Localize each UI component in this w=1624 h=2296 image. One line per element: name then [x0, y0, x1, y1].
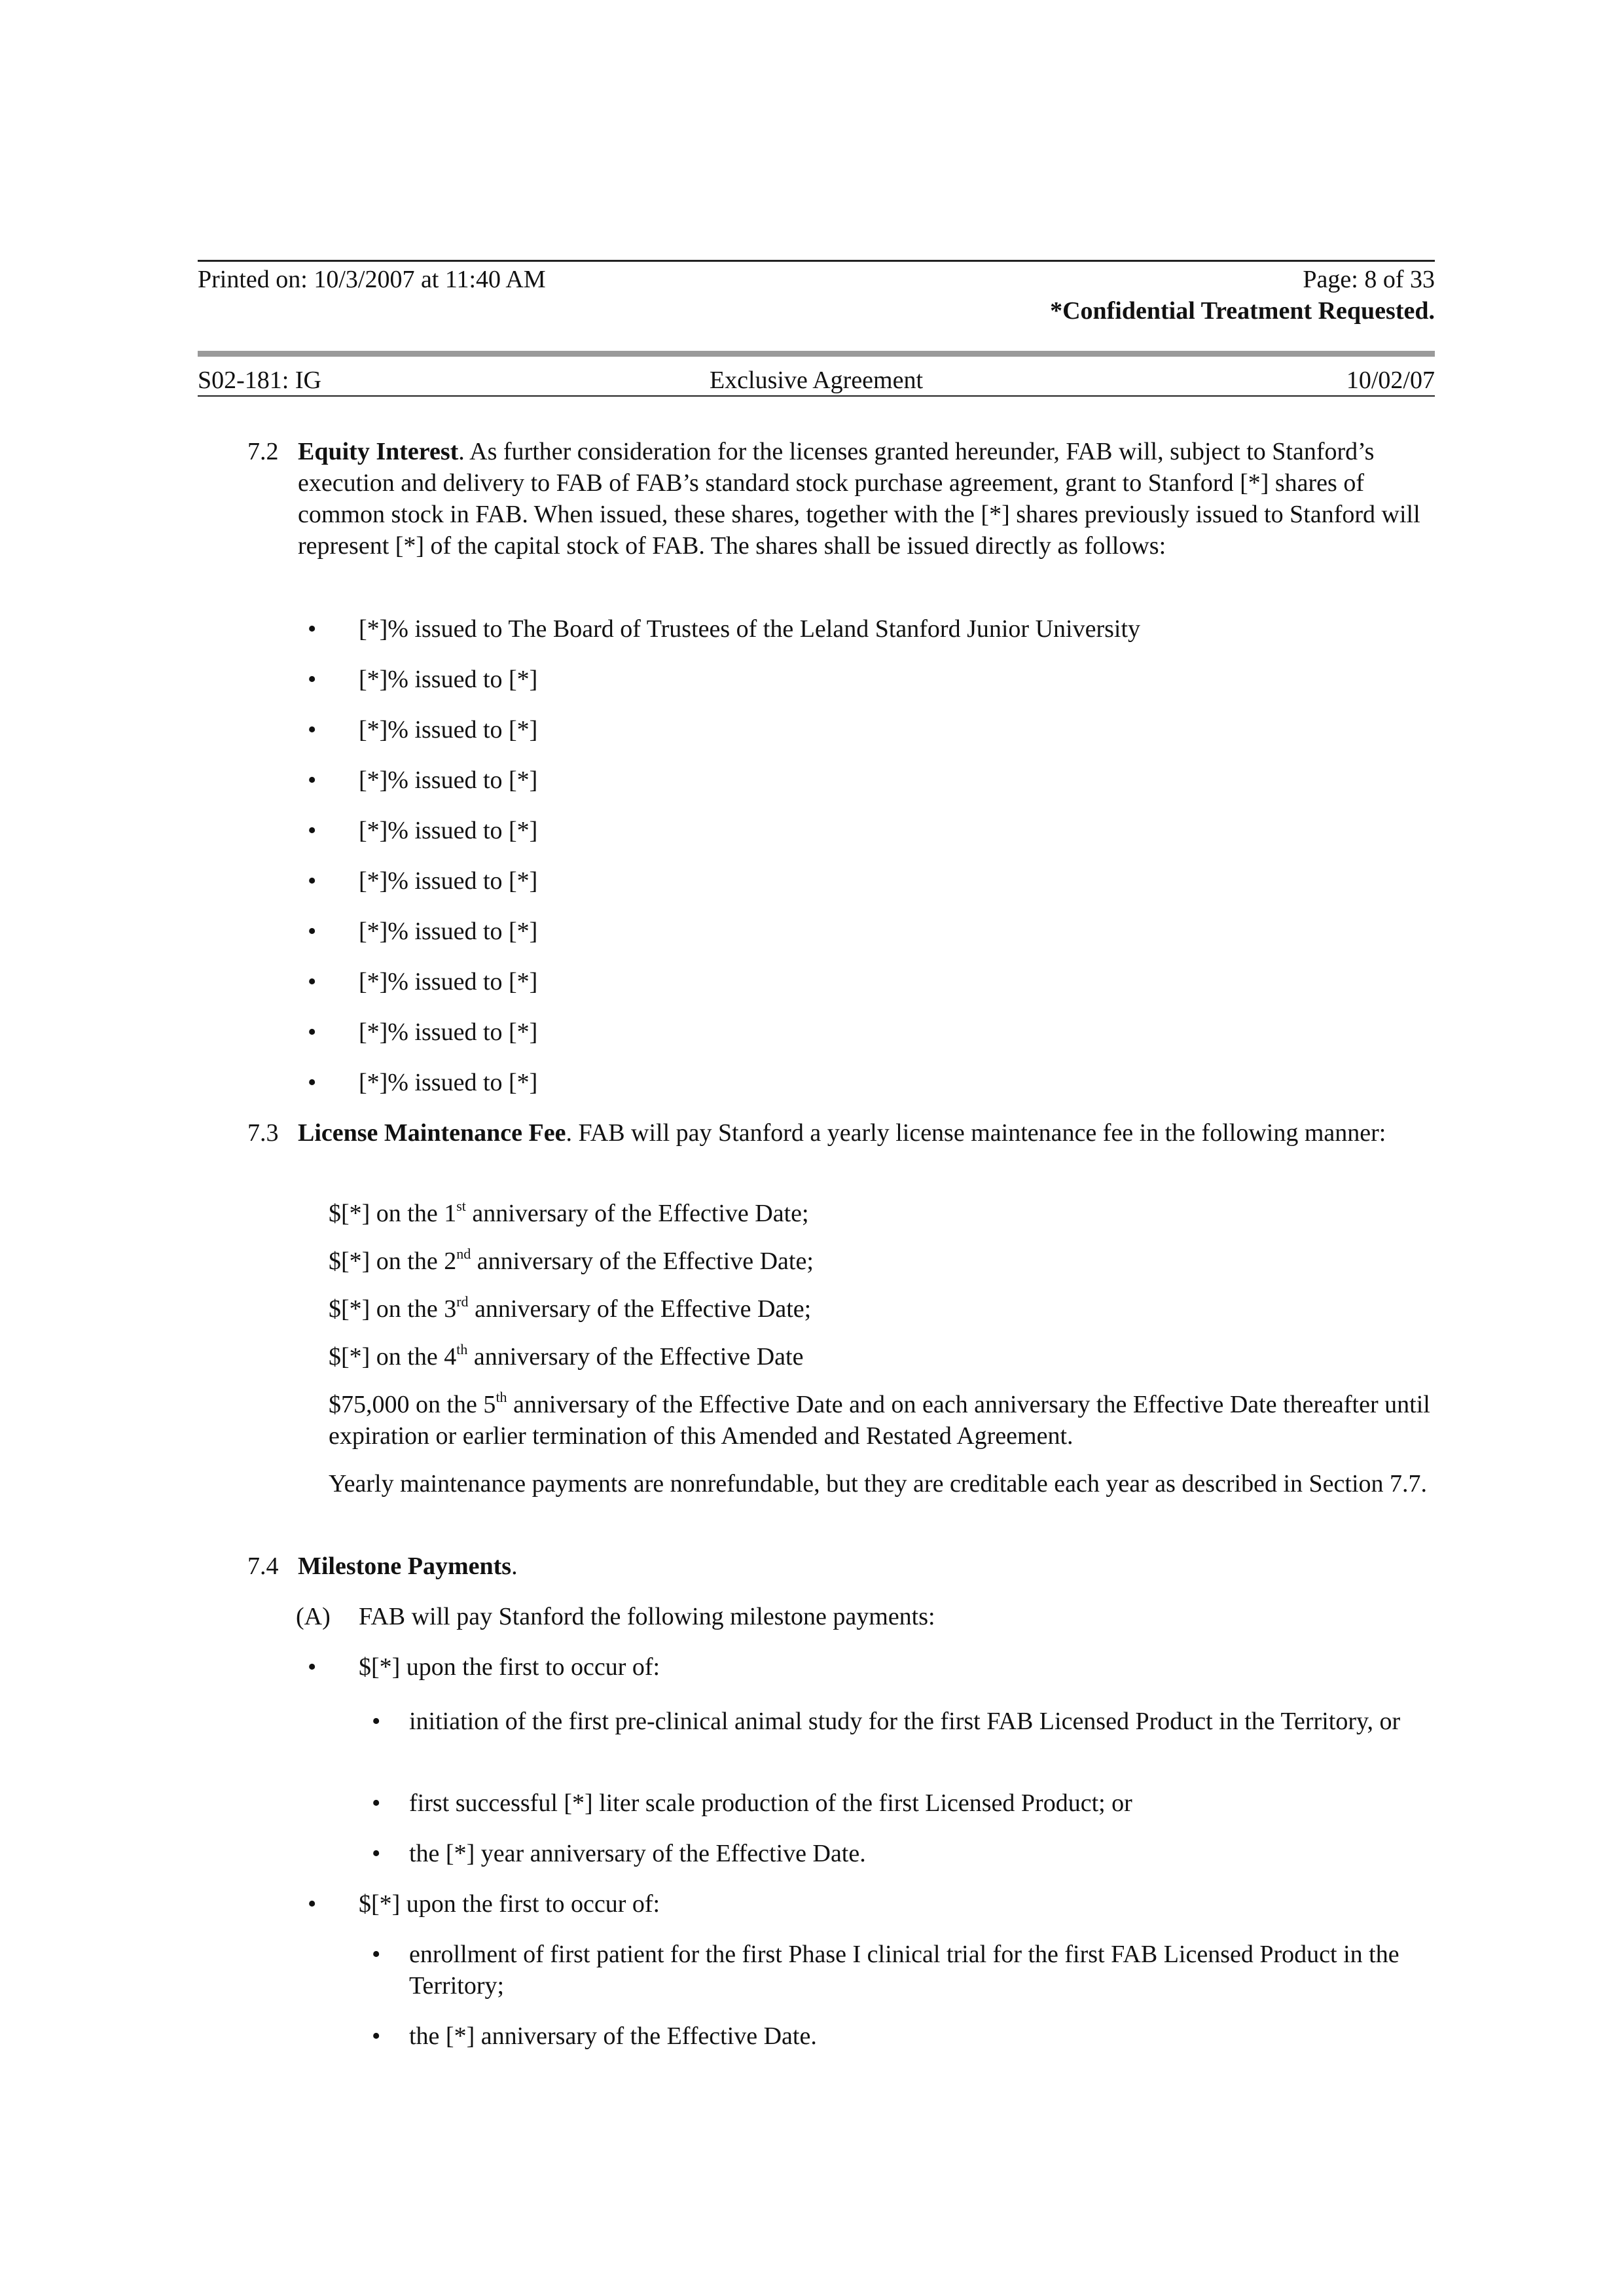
bullet-glyph: • — [308, 968, 317, 996]
fee-line — [329, 1389, 1435, 1452]
fee-description: anniversary of the Effective Date; — [465, 1200, 809, 1227]
header-gray-rule — [198, 351, 1435, 357]
fee-amount: $[*] on the 1 — [329, 1200, 457, 1227]
header-top-rule — [198, 260, 1435, 262]
section-7-3-body: . FAB will pay Stanford a yearly license maintenance fee in the following manner: — [566, 1119, 1386, 1147]
milestone-2: $[*] upon the first to occur of: — [359, 1890, 660, 1918]
bullet-glyph: • — [308, 867, 317, 895]
section-7-2-title: Equity Interest — [298, 438, 459, 465]
bullet-glyph: • — [308, 1069, 317, 1096]
list-item: [*]% issued to [*] — [359, 968, 538, 996]
list-item: [*]% issued to [*] — [359, 918, 538, 945]
list-item: [*]% issued to The Board of Trustees of the Leland Stanford Junior University — [359, 615, 1141, 643]
bullet-glyph: • — [308, 1653, 317, 1681]
milestone-2-item: enrollment of first patient for the first Phase I clinical trial for the first FAB Licensed Product in the Territory; — [409, 1941, 1399, 2000]
bullet-glyph: • — [308, 666, 317, 693]
section-number-7-4: 7.4 — [247, 1552, 279, 1580]
section-number-7-2: 7.2 — [247, 438, 279, 465]
ordinal-suffix: rd — [456, 1293, 469, 1310]
reference-date: 10/02/07 — [1346, 367, 1435, 394]
fee-description: anniversary of the Effective Date; — [468, 1295, 812, 1323]
fee-description: anniversary of the Effective Date and on each anniversary the Effective Date thereafter until expiration or earlier termination of this Amended and Restated Agreement. — [329, 1391, 1430, 1450]
list-item: [*]% issued to [*] — [359, 716, 538, 744]
ordinal-suffix: th — [456, 1341, 468, 1357]
milestone-1-item: first successful [*] liter scale production of the first Licensed Product; or — [409, 1789, 1132, 1817]
fee-amount: $[*] on the 3 — [329, 1295, 457, 1323]
ordinal-suffix: st — [456, 1198, 466, 1214]
document-title: Exclusive Agreement — [709, 367, 924, 394]
sub-bullet-glyph: • — [372, 1789, 381, 1817]
bullet-glyph: • — [308, 615, 317, 643]
fee-description: anniversary of the Effective Date; — [471, 1247, 814, 1275]
sub-bullet-glyph: • — [372, 1840, 381, 1867]
fee-line — [329, 1341, 1435, 1372]
section-7-4-title: Milestone Payments — [298, 1552, 512, 1580]
section-7-2-paragraph — [298, 436, 1437, 562]
printed-on: Printed on: 10/3/2007 at 11:40 AM — [198, 266, 546, 293]
section-number-7-3: 7.3 — [247, 1119, 279, 1147]
list-item: [*]% issued to [*] — [359, 666, 538, 693]
bullet-glyph: • — [308, 1018, 317, 1046]
header-bottom-rule — [198, 395, 1435, 397]
sub-bullet-glyph: • — [372, 1708, 381, 1735]
ordinal-suffix: th — [496, 1389, 507, 1405]
list-item: [*]% issued to [*] — [359, 1018, 538, 1046]
list-item: [*]% issued to [*] — [359, 867, 538, 895]
milestone-1-item: initiation of the first pre-clinical animal study for the first FAB Licensed Product in the Territory, or — [409, 1708, 1401, 1735]
section-7-4-period: . — [511, 1552, 518, 1580]
fee-line — [329, 1198, 1435, 1229]
fee-line — [329, 1293, 1435, 1325]
fee-line — [329, 1246, 1435, 1277]
list-item: [*]% issued to [*] — [359, 817, 538, 844]
bullet-glyph: • — [308, 766, 317, 794]
fee-description: anniversary of the Effective Date — [467, 1343, 804, 1371]
fee-amount: $[*] on the 2 — [329, 1247, 457, 1275]
bullet-glyph: • — [308, 817, 317, 844]
sub-bullet-glyph: • — [372, 2022, 381, 2050]
fee-amount: $[*] on the 4 — [329, 1343, 457, 1371]
section-7-4-heading — [298, 1551, 1437, 1582]
milestone-2-item: the [*] anniversary of the Effective Date. — [409, 2022, 817, 2050]
sub-bullet-glyph: • — [372, 1941, 381, 1968]
section-7-2-body: . As further consideration for the licenses granted hereunder, FAB will, subject to Stanford’s execution and delivery to FAB of FAB’s standard stock purchase agreement, grant to Stanford [*] shares of common stock in FAB. When issued, these shares, together with the [*] shares previously issued to Stanford will represent [*] of the capital stock of FAB. The shares shall be issued directly as follows: — [298, 438, 1420, 560]
fee-amount: $75,000 on the 5 — [329, 1391, 496, 1418]
list-item: [*]% issued to [*] — [359, 766, 538, 794]
section-7-3-title: License Maintenance Fee — [298, 1119, 566, 1147]
section-7-3-paragraph — [298, 1117, 1437, 1149]
list-item: [*]% issued to [*] — [359, 1069, 538, 1096]
reference-id: S02-181: IG — [198, 367, 321, 394]
subsection-a-label: (A) — [296, 1603, 331, 1630]
ordinal-suffix: nd — [456, 1246, 471, 1262]
confidential-notice: *Confidential Treatment Requested. — [1050, 297, 1435, 325]
bullet-glyph: • — [308, 918, 317, 945]
subsection-a-text: FAB will pay Stanford the following milestone payments: — [359, 1603, 935, 1630]
reference-row — [198, 365, 1435, 396]
page-number: Page: 8 of 33 — [1303, 266, 1435, 293]
bullet-glyph: • — [308, 1890, 317, 1918]
milestone-1: $[*] upon the first to occur of: — [359, 1653, 660, 1681]
milestone-1-item: the [*] year anniversary of the Effective Date. — [409, 1840, 866, 1867]
bullet-glyph: • — [308, 716, 317, 744]
maintenance-note: Yearly maintenance payments are nonrefundable, but they are creditable each year as described in Section 7.7. — [329, 1470, 1428, 1498]
